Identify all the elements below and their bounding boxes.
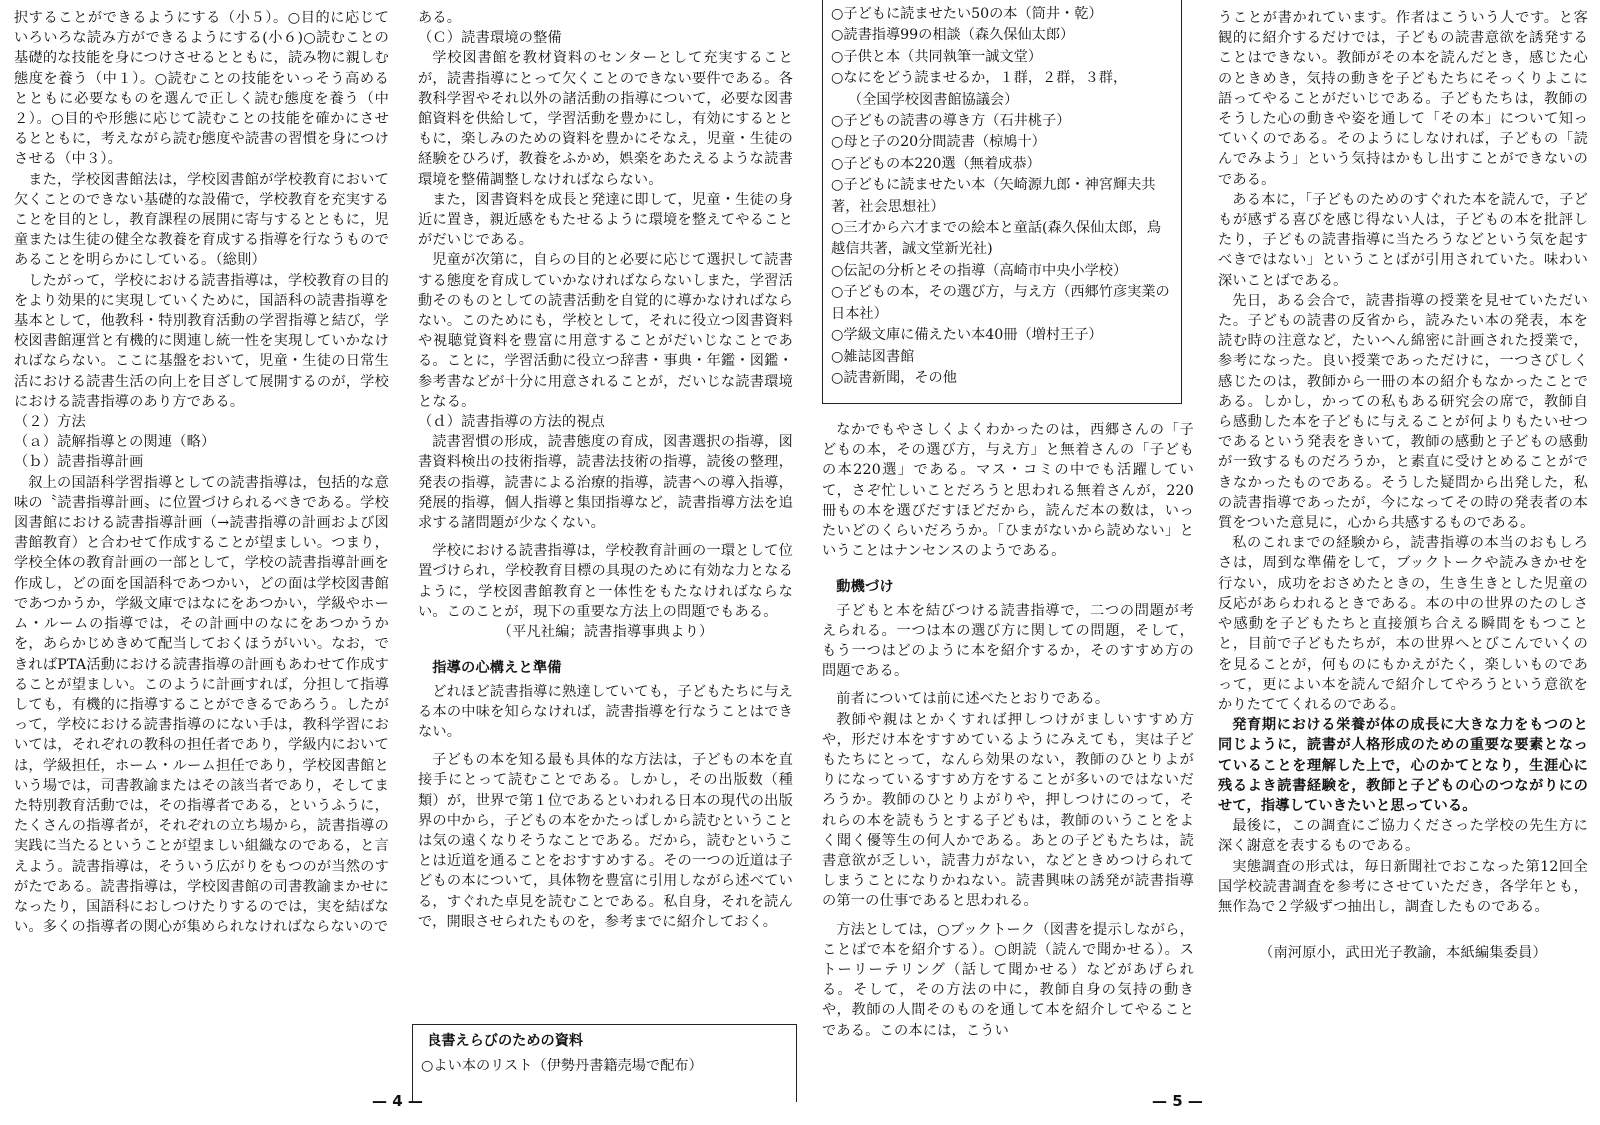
paragraph: また，学校図書館法は，学校図書館が学校教育において欠くことのできない基礎的な設備で，学校教育を充実することを目的とし，教育課程の展開に寄与するとともに，児童または生徒の健全な教養を育成する指導を行なうものであることを明らかにしている。（総則） xyxy=(14,171,389,269)
paragraph: うことが書かれています。作者はこういう人です。と客観的に紹介するだけでは，子どもの読書意欲を誘発することはできない。教師がその本を読んだとき，感じた心のときめき，気持の動きを子どもたちにそっくりよこに語ってやることがだいじである。子どもたちは，教師のそうした心の動きや姿を通して「その本」について知っていくのである。そのようにしなければ，子どもの「読んでみよう」という気持はかもし出すことができないのである。 xyxy=(1218,10,1588,188)
reference-list-title: 良書えらびのための資料 xyxy=(427,1033,584,1049)
column-2 xyxy=(418,8,793,1083)
paragraph: したがって，学校における読書指導は，学校教育の目的をより効果的に実現していくために，国語科の読書指導を基本として，他教科・特別教育活動の学習指導と結び，学校図書館運営と有機的に関連し統一性を実現していかなければならない。ここに基盤をおいて，児童・生徒の日常生活における読書生活の向上を目ざして展開するのが，学校における読書指導のあり方である。 xyxy=(14,272,389,410)
paragraph: （ｂ）読書指導計画 xyxy=(14,454,144,471)
reference-list-item: ○子供と本（共同執筆一誠文堂） xyxy=(831,48,1043,65)
paragraph: 先日，ある会合で，読書指導の授業を見せていただいた。子どもの読書の反省から，読みたい本の発表，本を読む時の注意など，たいへん綿密に計画された授業で，参考になった。良い授業であっただけに，一つさびしく感じたのは，教師から一冊の本の紹介もなかったことである。しかし，かっての私もある研究会の席で，教師自ら感動した本を子どもに与えることが何よりもたいせつであるという発表をきいて，教師の感動と子どもの感動が一致するものだろうか，と素直に受けとめることができなかったものである。そうした疑問から出発した，私の読書指導であったが，今になってその時の発表者の本質をついた意見に，心から共感するものである。 xyxy=(1218,292,1588,532)
paragraph: 叙上の国語科学習指導としての読書指導は，包括的な意味の〝読書指導計画〟に位置づけられるべきである。学校図書館における読書指導計画（→読書指導の計画および図書館教育）と合わせて作成することが望ましい。つまり，学校全体の教育計画の一部として，学校の読書指導計画を作成し，どの面を国語科であつかい，どの面は学校図書館であつかうか，学級文庫ではなにをあつかい，学級やホーム・ルームの指導では，その計画中のなにをあつかうかを，あらかじめきめて配当しておくほうがいい。なお，できればPTA活動における読書指導の計画もあわせて作成することが望ましい。このように計画すれば，分担して指導しても，有機的に指導することができるであろう。したがって，学校における読書指導のにない手は，教科学習においては，それぞれの教科の担任者であり，学級内においては，学級担任，ホーム・ルーム担任であり，学校図書館という場では，司書教諭またはその該当者であり，そしてまた特別教育活動では，その指導者である，というふうに，たくさんの指導者が，それぞれの立ち場から，読書指導の実践に当たるということが望ましい組織なのである，と言えよう。読書指導は，そういう広がりをもつのが当然のすがたである。読書指導は，学校図書館の司書教諭まかせになったり，国語科におしつけたりするのでは，実を結ばない。多くの指導者の関心が集められなければならないので xyxy=(14,474,389,936)
reference-list-item: ○よい本のリスト（伊勢丹書籍売場で配布） xyxy=(421,1058,703,1074)
paragraph: 前者については前に述べたとおりである。 xyxy=(836,691,1110,708)
paragraph: 最後に，この調査にご協力くださった学校の先生方に深く謝意を表するものである。 xyxy=(1218,818,1588,855)
paragraph: 学校図書館を教材資料のセンターとして充実することが，読書指導にとって欠くことのできない要件である。各教科学習やそれ以外の諸活動の指導について，必要な図書館資料を供給して，学習活動を豊かにし，有効にするとともに，楽しみのための資料を豊かにそなえ，児童・生徒の経験をひろげ，教養をふかめ，娯楽をあたえるような読書環境を整備調整しなければならない。 xyxy=(418,50,793,188)
paragraph: 学校における読書指導は，学校教育計画の一環として位置づけられ，学校教育目標の具現のために有効な力となるように，学校図書館教育と一体性をもたなければならない。このことが，現下の重要な方法上の問題でもある。 xyxy=(418,543,793,620)
page-number-left: — 4 — xyxy=(372,1092,423,1110)
paragraph: 私のこれまでの経験から，読書指導の本当のおもしろさは，周到な準備をして，ブックトークや読みきかせを行ない，成功をおさめたときの，生き生きとした児童の反応があらわれるときである。本の中の世界のたのしさや感動を子どもたちと直接頒ち合える瞬間をもつことと，目前で子どもたちが，本の世界へとびこんでいくのを見ることが，何ものにもかえがたく，楽しいものであって，更によい本を読んで紹介してやろうという意欲をかりたててくれるのである。 xyxy=(1218,535,1588,713)
reference-list-continued-box xyxy=(822,0,1182,404)
paragraph: また，図書資料を成長と発達に即して，児童・生徒の身近に置き，親近感をもたせるように環境を整えてやることがだいじである。 xyxy=(418,191,793,249)
reference-list-item: ○学級文庫に備えたい本40冊（増村王子） xyxy=(831,327,1103,344)
reference-list-item: ○伝記の分析とその指導（高崎市中央小学校） xyxy=(831,262,1128,279)
paragraph: ある。 xyxy=(418,10,462,26)
paragraph: （平凡社編；読書指導事典より） xyxy=(497,624,714,641)
paragraph: ある本に，「子どものためのすぐれた本を読んで，子どもが感ずる喜びを感じ得ない人は，子どもの本を批評したり，子どもの読書指導に当たろうなどという気を起すべきではない」ということばが引用されていた。味わい深いことばである。 xyxy=(1218,191,1588,289)
paragraph: 択することができるようにする（小５）。○目的に応じていろいろな読み方ができるようにする(小６)○読むことの基礎的な技能を身につけさせるとともに，読み物に親しむ態度を養う（中１）。○読むことの技能をいっそう高めるとともに必要なものを選んで正しく読む態度を養う（中２）。○目的や形態に応じて読むことの技能を確かにさせるとともに，考えながら読む態度や読書の習慣を身につけさせる（中３）。 xyxy=(14,10,389,168)
reference-list-item: ○読書新聞，その他 xyxy=(831,369,957,386)
paragraph: （ａ）読解指導との関連（略） xyxy=(14,434,216,451)
paragraph: どれほど読書指導に熟達していても，子どもたちに与える本の中味を知らなければ，読書指導を行なうことはできない。 xyxy=(418,683,793,740)
paragraph: なかでもやさしくよくわかったのは，西郷さんの「子どもの本，その選び方，与え方」と無着さんの「子どもの本220選」である。マス・コミの中でも活躍していて，さぞ忙しいことだろうと思われる無着さんが，220冊もの本を選びだすほどだから，読んだ本の数は，いったいどのくらいだろうか。「ひまがないから読めない」ということはナンセンスのようである。 xyxy=(822,422,1194,560)
paragraph: 児童が次第に，自らの目的と必要に応じて選択して読書する態度を育成していかなければならないしまた，学習活動そのものとしての読書活動を自覚的に導かなければならない。このためにも，学校として，それに役立つ図書資料や視聴覚資料を豊富に用意することがだいじなことである。ことに，学習活動に役立つ辞書・事典・年鑑・図鑑・参考書などが十分に用意されることが，だいじな読書環境となる。 xyxy=(418,252,793,410)
paragraph: （２）方法 xyxy=(14,414,86,431)
reference-list-item: ○雑誌図書館 xyxy=(831,348,915,365)
column-1 xyxy=(14,8,389,1083)
column-4 xyxy=(1218,8,1588,1083)
reference-list-item: ○なにをどう読ませるか，１群，２群，３群， xyxy=(831,70,1128,87)
reference-list-item: ○子どもの本，その選び方，与え方（西郷竹彦実業の日本社） xyxy=(831,284,1170,322)
reference-list-item: ○子どもに読ませたい50の本（筒井・乾） xyxy=(831,6,1103,22)
paragraph: 読書習慣の形成，読書態度の育成，図書選択の指導，図書資料検出の技術指導，読書法技術の指導，読後の整理，発表の指導，読書による治療的指導，読書への導入指導，発展的指導，個人指導と集団指導など，読書指導方法を追求する諸問題が少なくない。 xyxy=(418,434,793,532)
paragraph: 教師や親はとかくすれば押しつけがましいすすめ方や，形だけ本をすすめているようにみえても，実は子どもたちにとって，なんら効果のない，教師のひとりよがりになっているすすめ方をすることが多いのではないだろうか。教師のひとりよがりや，押しつけにのって，それらの本を読もうとする子どもは，教師のいうことをよく聞く優等生の何人かである。あとの子どもたちは，読書意欲が乏しい，読書力がない，などときめつけられてしまうことになりかねない。読書興味の誘発が読書指導の第一の仕事であると思われる。 xyxy=(822,711,1194,910)
reference-list-item: ○子どもに読ませたい本（矢崎源九郎・神宮輝夫共著，社会思想社） xyxy=(831,177,1156,215)
paragraph: （ｄ）読書指導の方法的視点 xyxy=(418,414,606,431)
reference-list-item: ○子どもの本220選（無着成恭） xyxy=(831,155,1041,172)
reference-list-item: ○読書指導99の相談（森久保仙太郎） xyxy=(831,27,1075,44)
reference-list-item: （全国学校図書館協議会） xyxy=(848,91,1019,108)
paragraph: （南河原小，武田光子教諭，本紙編集委員） xyxy=(1259,945,1547,962)
section-heading: 指導の心構えと準備 xyxy=(432,660,562,677)
paragraph: （Ｃ）読書環境の整備 xyxy=(418,30,562,47)
page-number-right: — 5 — xyxy=(1152,1092,1203,1110)
paragraph: 子どもと本を結びつける読書指導で，二つの問題が考えられる。一つは本の選び方に関しての問題，そして，もう一つはどのように本を紹介するか，そのすすめ方の問題である。 xyxy=(822,602,1194,680)
paragraph: 実態調査の形式は，毎日新聞社でおこなった第12回全国学校読書調査を参考にさせていただき，各学年とも，無作為で２学級ずつ抽出し，調査したものである。 xyxy=(1218,858,1588,915)
paragraph: 方法としては，○ブックトーク（図書を提示しながら，ことばで本を紹介する）。○朗読（読んで聞かせる）。ストーリーテリング（話して聞かせる）などがあげられる。そして，その方法の中に，教師自身の気持の動きや，教師の人間そのものを通して本を紹介してやることである。この本には，こうい xyxy=(822,921,1194,1039)
reference-list-item: ○母と子の20分間読書（椋鳩十） xyxy=(831,134,1046,151)
reference-list-box xyxy=(412,1024,797,1102)
column-3 xyxy=(822,420,1194,1083)
section-heading: 動機づけ xyxy=(836,579,894,596)
paragraph: 発育期における栄養が体の成長に大きな力をもつのと同じように，読書が人格形成のための重要な要素となっていることを理解した上で，心のかてとなり，生涯心に残るよき読書経験を，教師と子どもの心のつながりにのせて，指導していきたいと思っている。 xyxy=(1218,717,1588,814)
reference-list-item: ○子どもの読書の導き方（石井桃子） xyxy=(831,113,1071,130)
paragraph: 子どもの本を知る最も具体的な方法は，子どもの本を直接手にとって読むことである。しかし，その出版数（種類）が，世界で第１位であるといわれる日本の現代の出版界の中から，子どもの本をかたっぱしから読むということは気の遠くなりそうなことである。だから，読むということは近道を通ることをおすすめする。その一つの近道は子どもの本について，具体物を豊富に引用しながら述べている，すぐれた卓見を読むことである。私自身，それを読んで，開眼させられたものを，参考までに紹介しておく。 xyxy=(418,752,793,930)
reference-list-item: ○三才から六才までの絵本と童話(森久保仙太郎，鳥越信共著，誠文堂新光社) xyxy=(831,220,1162,258)
